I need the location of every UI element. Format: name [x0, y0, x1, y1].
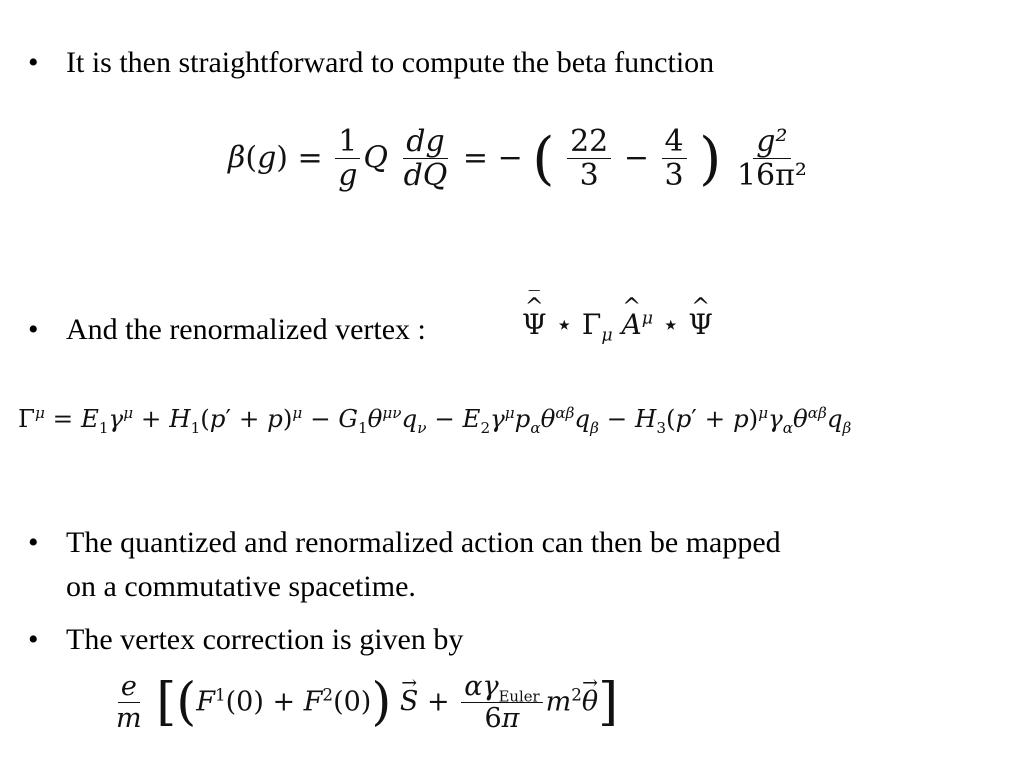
bullet-text: The vertex correction is given by [66, 623, 464, 656]
fraction-dg-over-dQ: $\frac{dg}{dQ}$ [403, 124, 448, 193]
bullet-marker: • [28, 46, 39, 79]
bullet-item-2 [28, 308, 426, 352]
bullet-item-3 [28, 521, 781, 609]
vertex-correction-equation: $\frac{e}{m}$ [$(F^1(0) + F^2(0)) \to S$ + $\frac{\alpha\gamma_{Euler}}{6\pi}$ $m^2\to \theta$] [110, 672, 618, 734]
fraction-alpha-gamma-over-6pi: $\frac{\alpha\gamma_{Euler}}{6\pi}$ [461, 672, 542, 734]
bullet-marker: • [28, 526, 39, 559]
fraction-4-over-3: $\frac{4}{3}$ [662, 125, 687, 194]
bullet-text: And the renormalized vertex : [66, 313, 426, 346]
bullet-item-1 [28, 41, 714, 85]
vertex-gamma-equation: $\Gamma^\mu = E_1\gamma^\mu + H_1(p' + p)^\mu - G_1\theta^{\mu\nu}q_\nu - E_2\gamma^\mu p_\alpha\theta^{\alpha\beta}q_\beta - H_3(p' + p)^\mu\gamma_\alpha\theta^{\alpha\beta}q_\beta$ [18, 403, 852, 437]
bullet-text: The quantized and renormalized action can then be mapped on a commutative spacetime. [66, 526, 781, 603]
fraction-1-over-g: $\frac{1}{g}$ [335, 125, 360, 194]
bullet-marker: • [28, 313, 39, 346]
fraction-e-over-m: $\frac{e}{m}$ [116, 671, 142, 734]
fraction-g2-over-16pi2: $\frac{\text{g²}}{\text{16π²}}$ [736, 124, 807, 193]
bullet-item-4 [28, 618, 463, 662]
renormalized-vertex-expression: ^ Ψ ‾ ⋆ $\Gamma_\mu$ ^ $A^\mu$ ⋆ ^ Ψ [522, 308, 713, 341]
bullet-marker: • [28, 623, 39, 656]
beta-function-equation: β(g) = $\frac{1}{g}$ Q $\frac{dg}{dQ}$ = − ( $\frac{22}{3}$ − $\frac{4}{3}$ ) $\frac{\text{g²}}{\text{16π²}}$ [228, 125, 813, 194]
fraction-22-over-3: $\frac{22}{3}$ [567, 125, 611, 194]
bullet-text: It is then straightforward to compute the beta function [66, 46, 715, 79]
